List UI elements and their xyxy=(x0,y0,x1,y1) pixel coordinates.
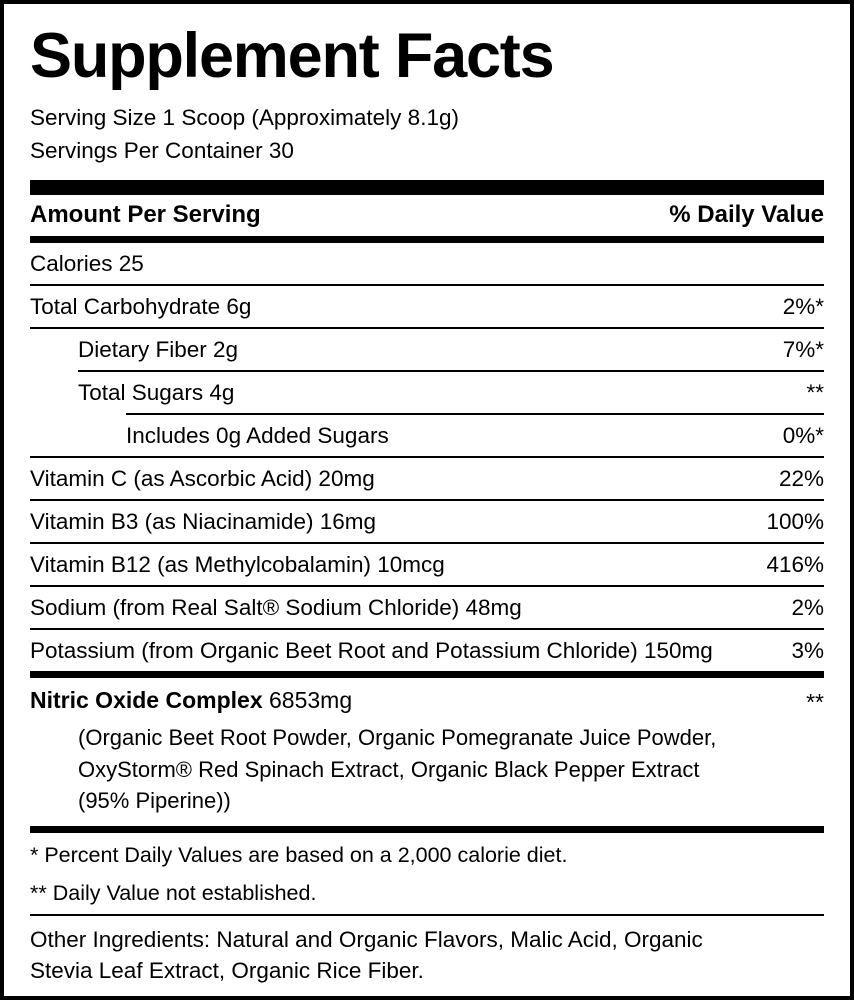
blend-ingredients-line-2: OxyStorm® Red Spinach Extract, Organic Black Pepper Extract xyxy=(78,756,700,782)
blend-amount: 6853mg xyxy=(269,687,353,714)
nutrient-name: Potassium (from Organic Beet Root and Potassium Chloride) 150mg xyxy=(30,638,713,664)
blend-name: Nitric Oxide Complex xyxy=(30,687,263,714)
page-title: Supplement Facts xyxy=(30,21,554,91)
nutrient-dv: ** xyxy=(806,380,824,406)
blend-dv: ** xyxy=(806,689,824,716)
blend-ingredients-line-1: (Organic Beet Root Powder, Organic Pomegranate Juice Powder, xyxy=(78,725,717,751)
header-daily-value: % Daily Value xyxy=(669,200,824,228)
blend-ingredients-line-3: (95% Piperine)) xyxy=(78,787,231,813)
other-ingredients-line-2: Stevia Leaf Extract, Organic Rice Fiber. xyxy=(30,958,424,984)
divider-med-header xyxy=(30,236,824,243)
table-row-total-sugars xyxy=(30,372,824,413)
nutrient-dv: 7%* xyxy=(782,337,824,363)
table-row-total-carbohydrate xyxy=(30,286,824,327)
nutrient-dv: 0%* xyxy=(782,423,824,449)
servings-per-container-text: Servings Per Container 30 xyxy=(30,137,294,163)
nutrient-name: Includes 0g Added Sugars xyxy=(126,423,389,449)
nutrient-name: Calories 25 xyxy=(30,251,144,277)
nutrient-name: Vitamin C (as Ascorbic Acid) 20mg xyxy=(30,466,375,492)
nutrient-name: Vitamin B12 (as Methylcobalamin) 10mcg xyxy=(30,552,445,578)
nutrient-dv: 2% xyxy=(791,595,824,621)
nutrient-dv: 22% xyxy=(778,466,824,492)
nutrient-dv: 2%* xyxy=(782,294,824,320)
table-row-vitamin-c xyxy=(30,458,824,499)
table-row-vitamin-b3 xyxy=(30,501,824,542)
blend-ingredients xyxy=(30,720,824,826)
table-row-dietary-fiber xyxy=(30,329,824,370)
table-row-vitamin-b12 xyxy=(30,544,824,585)
divider-med-complex xyxy=(30,671,824,678)
nutrient-name: Total Sugars 4g xyxy=(78,380,235,406)
nutrient-dv: 416% xyxy=(766,552,824,578)
divider-thick-top xyxy=(30,180,824,195)
table-header-row xyxy=(30,195,824,237)
table-row-calories xyxy=(30,243,824,284)
footnote-daily-values: * Percent Daily Values are based on a 2,000 calorie diet. xyxy=(30,843,568,867)
serving-size-text: Serving Size 1 Scoop (Approximately 8.1g) xyxy=(30,105,459,131)
proprietary-blend-row xyxy=(30,678,824,720)
nutrient-name: Dietary Fiber 2g xyxy=(78,337,239,363)
table-row-potassium xyxy=(30,630,824,671)
footnote-dv-not-established: ** Daily Value not established. xyxy=(30,881,317,906)
other-ingredients-line-1: Other Ingredients: Natural and Organic Flavors, Malic Acid, Organic xyxy=(30,926,703,952)
nutrient-name: Vitamin B3 (as Niacinamide) 16mg xyxy=(30,509,376,535)
table-row-sodium xyxy=(30,587,824,628)
nutrient-name: Sodium (from Real Salt® Sodium Chloride) 48mg xyxy=(30,595,522,621)
other-ingredients xyxy=(30,916,824,988)
nutrient-name: Total Carbohydrate 6g xyxy=(30,294,252,320)
table-row-added-sugars xyxy=(30,415,824,456)
divider-med-bottom xyxy=(30,826,824,833)
nutrient-dv: 3% xyxy=(791,638,824,664)
nutrient-dv: 100% xyxy=(766,509,824,535)
header-amount-per-serving: Amount Per Serving xyxy=(30,200,261,228)
